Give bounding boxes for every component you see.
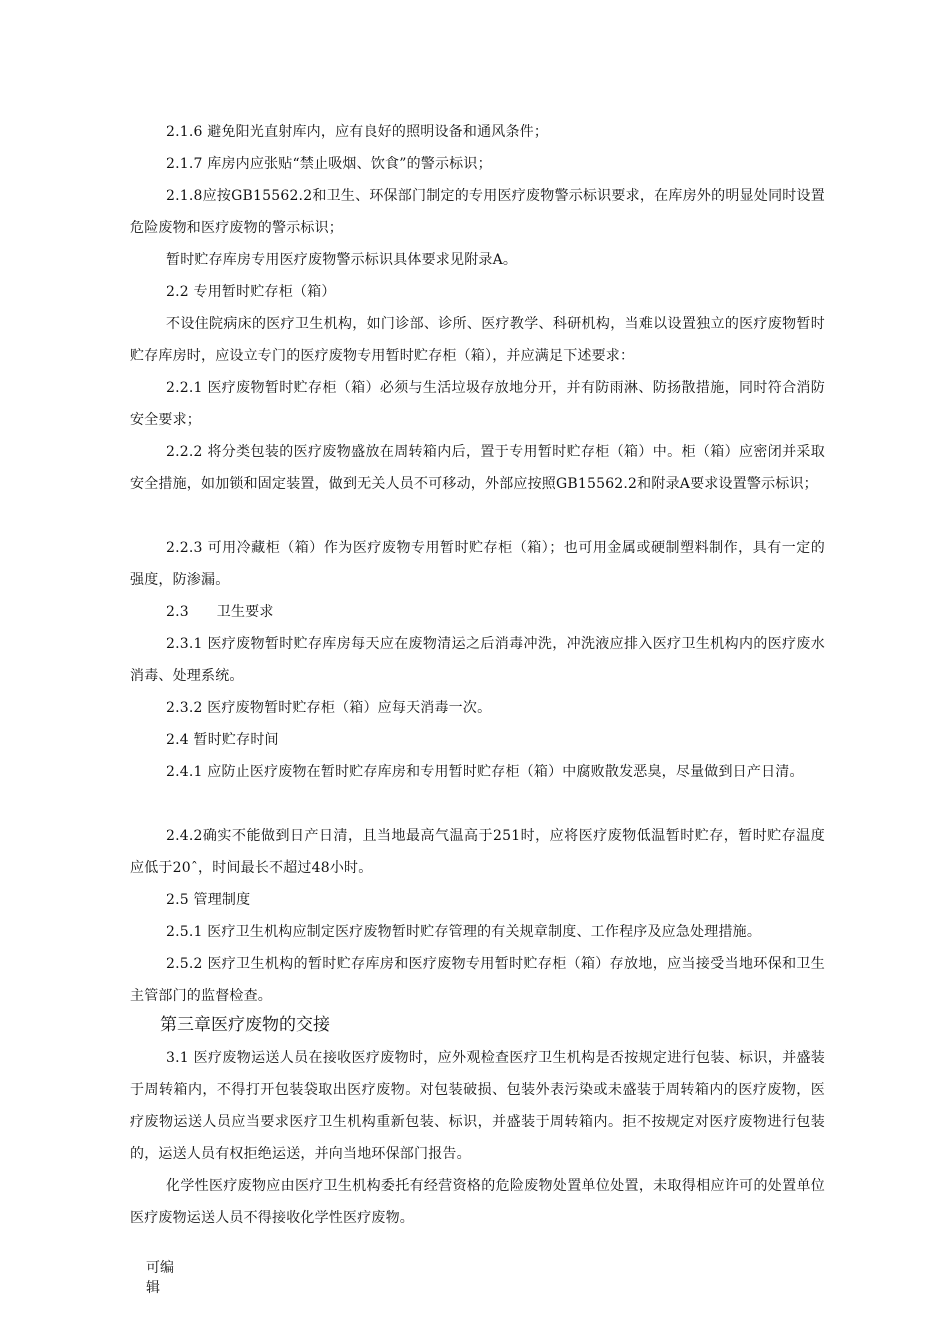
section-2-4-heading: 2.4 暂时贮存时间 xyxy=(166,732,279,748)
paragraph-appendix-note: 暂时贮存库房专用医疗废物警示标识具体要求见附录A。 xyxy=(166,252,518,268)
paragraph-2-2-2: 2.2.2 将分类包装的医疗废物盛放在周转箱内后，置于专用暂时贮存柜（箱）中。柜（箱）应密闭并采取安全措施，如加锁和固定装置，做到无关人员不可移动，外部应按照GB15562.2和附录A要求设置警示标识； xyxy=(130,444,825,492)
paragraph-2-1-8: 2.1.8应按GB15562.2和卫生、环保部门制定的专用医疗废物警示标识要求，在库房外的明显处同时设置危险废物和医疗废物的警示标识； xyxy=(130,188,825,236)
paragraph-2-4-2: 2.4.2确实不能做到日产日清，且当地最高气温高于251时，应将医疗废物低温暂时贮存，暂时贮存温度应低于20ˆ，时间最长不超过48小时。 xyxy=(130,828,825,876)
paragraph-2-5-2: 2.5.2 医疗卫生机构的暂时贮存库房和医疗废物专用暂时贮存柜（箱）存放地，应当接受当地环保和卫生主管部门的监督检查。 xyxy=(130,956,825,1004)
paragraph-2-2-intro: 不设住院病床的医疗卫生机构，如门诊部、诊所、医疗教学、科研机构，当难以设置独立的医疗废物暂时贮存库房时，应设立专门的医疗废物专用暂时贮存柜（箱），并应满足下述要求： xyxy=(130,316,825,364)
section-2-2-heading: 2.2 专用暂时贮存柜（箱） xyxy=(166,284,336,300)
section-2-5-heading: 2.5 管理制度 xyxy=(166,892,251,908)
paragraph-chemical-waste: 化学性医疗废物应由医疗卫生机构委托有经营资格的危险废物处置单位处置，未取得相应许可的处置单位医疗废物运送人员不得接收化学性医疗废物。 xyxy=(130,1178,825,1226)
paragraph-2-3-2: 2.3.2 医疗废物暂时贮存柜（箱）应每天消毒一次。 xyxy=(166,700,492,716)
paragraph-2-1-7: 2.1.7 库房内应张贴“禁止吸烟、饮食”的警示标识； xyxy=(166,156,492,172)
section-2-3-heading: 2.3 卫生要求 xyxy=(166,604,274,620)
paragraph-2-2-3: 2.2.3 可用冷藏柜（箱）作为医疗废物专用暂时贮存柜（箱）；也可用金属或硬制塑料制作，具有一定的强度，防渗漏。 xyxy=(130,540,825,588)
paragraph-2-3-1: 2.3.1 医疗废物暂时贮存库房每天应在废物清运之后消毒冲洗，冲洗液应排入医疗卫生机构内的医疗废水消毒、处理系统。 xyxy=(130,636,825,684)
editable-footer-note: 可编辑 xyxy=(146,1260,174,1296)
paragraph-3-1: 3.1 医疗废物运送人员在接收医疗废物时，应外观检查医疗卫生机构是否按规定进行包装、标识，并盛装于周转箱内，不得打开包装袋取出医疗废物。对包装破损、包装外表污染或未盛装于周转箱内的医疗废物，医疗废物运送人员应当要求医疗卫生机构重新包装、标识，并盛装于周转箱内。拒不按规定对医疗废物进行包装的，运送人员有权拒绝运送，并向当地环保部门报告。 xyxy=(130,1050,825,1162)
chapter-3-title: 第三章医疗废物的交接 xyxy=(160,1015,330,1035)
paragraph-2-2-1: 2.2.1 医疗废物暂时贮存柜（箱）必须与生活垃圾存放地分开，并有防雨淋、防扬散措施，同时符合消防安全要求； xyxy=(130,380,825,428)
paragraph-2-5-1: 2.5.1 医疗卫生机构应制定医疗废物暂时贮存管理的有关规章制度、工作程序及应急处理措施。 xyxy=(166,924,762,940)
paragraph-2-1-6: 2.1.6 避免阳光直射库内，应有良好的照明设备和通风条件； xyxy=(166,124,549,140)
paragraph-2-4-1: 2.4.1 应防止医疗废物在暂时贮存库房和专用暂时贮存柜（箱）中腐败散发恶臭，尽量做到日产日清。 xyxy=(166,764,804,780)
